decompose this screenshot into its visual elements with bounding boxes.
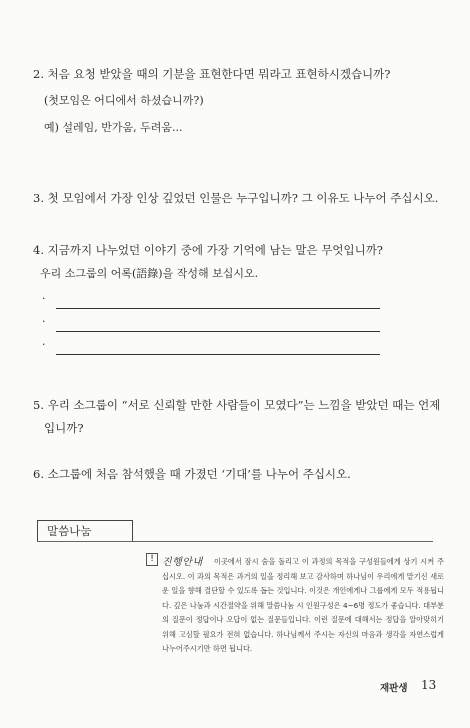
question-2-sub-1: (첫모임은 어디에서 하셨습니까?) — [44, 94, 204, 107]
question-5-line-1: 5. 우리 소그룹이 “서로 신뢰할 만한 사람들이 모였다”는 느낌을 받았던 때는 언제 — [33, 398, 441, 412]
note-body: 이곳에서 잠시 숨을 돌리고 이 과정의 목적을 구성원들에게 상기 시켜 주십시오. 이 과의 목적은 과거의 일을 정리해 보고 감사하며 하나님이 우리에게 맡기신 새로운 일을 향해 결단할 수 있도록 돕는 것입니다. 이것은 개인에게나 그룹에게 모두 적용됩니다. 깊은 나눔과 시간절약을 위해 말씀나눔 시 인원구성은 4~6명 정도가 좋습니다. 대부분의 질문이 정답이나 오답이 없는 질문들입니다. 이런 질문에 대해서는 정답을 알아맞히기 위해 고심할 필요가 전혀 없습니다. 하나님께서 주시는 자신의 마음과 생각을 자연스럽게 나누어주시기만 하면 됩니다. — [162, 557, 444, 653]
page-number: 13 — [421, 678, 437, 692]
question-4-sub-1: 우리 소그룹의 어록(語錄)을 작성해 보십시오. — [40, 267, 259, 280]
bullet: · — [42, 315, 46, 328]
question-2: 2. 처음 요청 받았을 때의 기분을 표현한다면 뭐라고 표현하시겠습니까? — [33, 67, 391, 81]
question-5-line-2: 입니까? — [44, 421, 84, 435]
section-divider — [37, 541, 433, 542]
exclamation-note-icon: ! — [146, 553, 158, 566]
answer-rule — [56, 308, 380, 309]
question-3: 3. 첫 모임에서 가장 인상 깊었던 인물은 누구입니까? 그 이유도 나누어 주십시오. — [33, 191, 439, 205]
bullet: · — [42, 338, 46, 351]
bullet: · — [42, 292, 46, 305]
answer-line-2[interactable] — [42, 315, 380, 332]
answer-rule — [56, 354, 380, 355]
answer-rule — [56, 331, 380, 332]
question-4: 4. 지금까지 나누었던 이야기 중에 가장 기억에 남는 말은 무엇입니까? — [33, 243, 383, 257]
answer-line-1[interactable] — [42, 292, 380, 309]
question-2-example: 예) 설레임, 반가움, 두려움... — [44, 121, 183, 134]
question-6: 6. 소그룹에 처음 참석했을 때 가졌던 ‘기대’를 나누어 주십시오. — [33, 467, 351, 481]
note-title: 진행안내 — [162, 557, 203, 568]
answer-line-3[interactable] — [42, 338, 380, 355]
footer-title: 재판생 — [380, 683, 408, 694]
section-title: 말씀나눔 — [37, 520, 133, 542]
